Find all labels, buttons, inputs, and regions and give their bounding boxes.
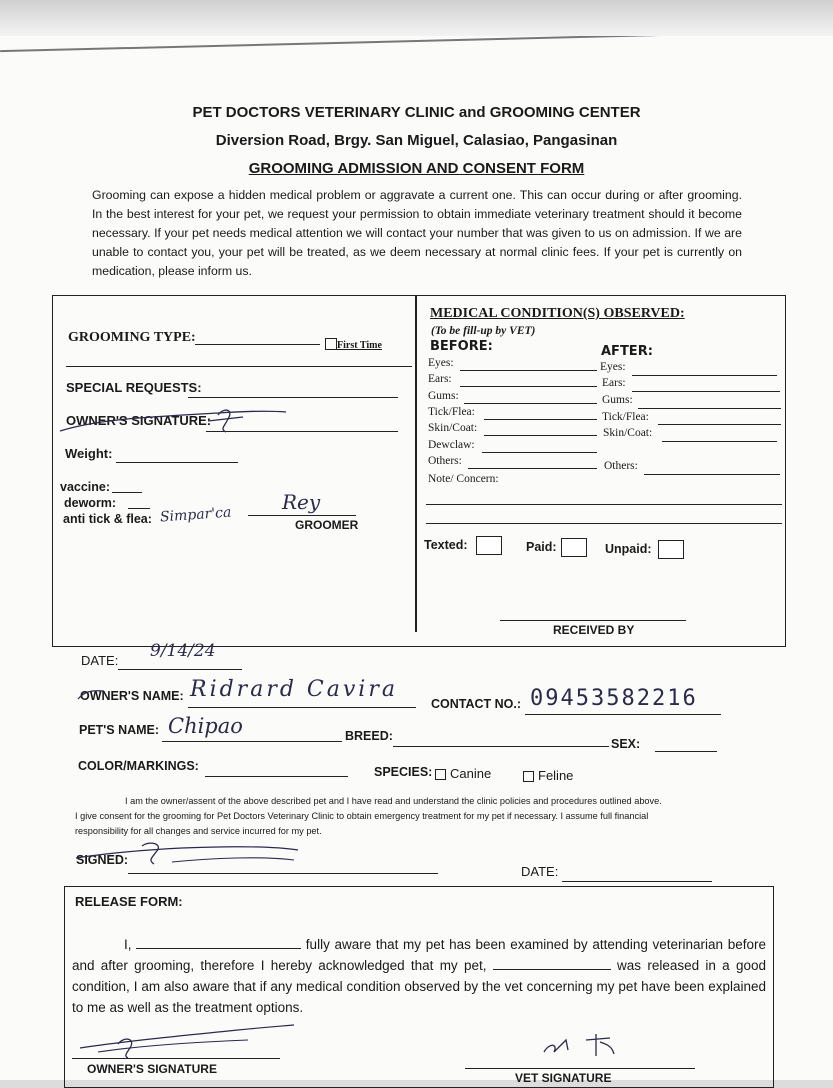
texted-checkbox[interactable]: [476, 536, 502, 555]
date-field[interactable]: [118, 669, 242, 670]
before-skincoat-label: Skin/Coat:: [428, 422, 478, 434]
color-markings-label: COLOR/MARKINGS:: [78, 759, 199, 773]
breed-field[interactable]: [393, 746, 609, 747]
before-ears-label: Ears:: [428, 373, 452, 385]
color-markings-field[interactable]: [205, 776, 348, 777]
pet-name-value: Chipao: [168, 714, 243, 738]
species-label: SPECIES:: [374, 765, 433, 779]
release-owner-signature-label: OWNER'S SIGNATURE: [87, 1062, 217, 1076]
species-feline-option[interactable]: [523, 768, 573, 783]
release-title: RELEASE FORM:: [75, 894, 183, 909]
before-eyes-field[interactable]: [460, 370, 597, 371]
unpaid-checkbox[interactable]: [658, 540, 684, 559]
before-dewclaw-field[interactable]: [482, 452, 597, 453]
sex-label: SEX:: [611, 737, 641, 751]
received-by-line[interactable]: [500, 620, 686, 621]
pet-name-field[interactable]: [162, 741, 342, 742]
medical-title: MEDICAL CONDITION(S) OBSERVED:: [430, 306, 685, 321]
owner-signature-scribble: [58, 405, 288, 435]
consent-line-2: I give consent for the grooming for Pet Doctors Veterinary Clinic to obtain emergency treatment for my pet if necessary. I assume full financial: [75, 811, 649, 821]
date-label: DATE:: [81, 653, 119, 668]
grooming-type-line-2[interactable]: [66, 366, 412, 367]
paid-checkbox[interactable]: [561, 538, 587, 557]
after-eyes-label: Eyes:: [600, 361, 626, 373]
before-tickflea-field[interactable]: [484, 419, 597, 420]
release-owner-signature-scribble: [78, 1022, 298, 1058]
contact-value: 09453582216: [530, 686, 698, 711]
weight-label: Weight:: [65, 446, 113, 461]
release-paragraph: [72, 934, 766, 1018]
owner-name-strike: [76, 688, 106, 700]
deworm-label: deworm:: [64, 496, 117, 510]
deworm-field[interactable]: [128, 508, 150, 509]
form-title: GROOMING ADMISSION AND CONSENT FORM: [248, 160, 585, 177]
signed-scribble: [72, 842, 302, 872]
note-line-1[interactable]: [426, 504, 782, 505]
vet-signature-line[interactable]: [465, 1068, 695, 1069]
breed-label: BREED:: [345, 729, 393, 743]
signed-field[interactable]: [128, 873, 438, 874]
after-skincoat-field[interactable]: [662, 441, 777, 442]
unpaid-label: Unpaid:: [605, 542, 652, 556]
vaccine-field[interactable]: [112, 492, 142, 493]
grooming-type-label: GROOMING TYPE:: [68, 330, 196, 345]
release-name-blank[interactable]: [136, 948, 301, 949]
owner-signature-release-line[interactable]: [72, 1058, 280, 1059]
after-skincoat-label: Skin/Coat:: [603, 427, 653, 439]
after-ears-label: Ears:: [602, 377, 626, 389]
consent-date-field[interactable]: [562, 881, 712, 882]
groomer-signature: Rey: [282, 490, 321, 514]
after-ears-field[interactable]: [632, 391, 780, 392]
before-gums-field[interactable]: [464, 403, 597, 404]
contact-field[interactable]: [525, 714, 721, 715]
contact-label: CONTACT NO.:: [431, 697, 522, 711]
release-pet-blank[interactable]: [493, 969, 611, 970]
after-tickflea-label: Tick/Flea:: [602, 411, 649, 423]
groomer-label: GROOMER: [295, 518, 359, 532]
after-label: AFTER:: [601, 344, 653, 359]
vet-signature-label: VET SIGNATURE: [515, 1071, 612, 1085]
note-line-2[interactable]: [426, 523, 782, 524]
vaccine-label: vaccine:: [60, 480, 111, 494]
before-ears-field[interactable]: [460, 386, 597, 387]
before-eyes-label: Eyes:: [428, 357, 454, 369]
release-text-2: fully aware that my pet has been examined by attending veterinarian before and after grooming, therefore I hereby acknowledged that my pet,: [72, 937, 766, 973]
canine-checkbox[interactable]: [435, 769, 446, 780]
anti-tick-label: anti tick & flea:: [63, 512, 152, 526]
intro-paragraph: Grooming can expose a hidden medical problem or aggravate a current one. This can occur during or after grooming. In the best interest for your pet, we request your permission to obtain immediate veterinary treatment should it become necessary. If your pet needs medical attention we will contact your number that was given to us on admission. If we are unable to contact you, your pet will be treated, as we deem necessary at normal clinic fees. If your pet is currently on medication, please inform us.: [92, 188, 742, 278]
before-label: BEFORE:: [430, 339, 493, 354]
owner-name-label: OWNER'S NAME:: [80, 689, 184, 703]
paid-label: Paid:: [526, 540, 557, 554]
consent-date-label: DATE:: [521, 864, 559, 879]
grooming-box: [52, 295, 786, 647]
clinic-name: PET DOCTORS VETERINARY CLINIC and GROOMING CENTER: [192, 104, 641, 121]
after-gums-label: Gums:: [602, 394, 633, 406]
before-gums-label: Gums:: [428, 390, 459, 402]
sex-field[interactable]: [655, 751, 717, 752]
before-tickflea-label: Tick/Flea:: [428, 406, 475, 418]
before-others-label: Others:: [428, 455, 462, 467]
after-others-field[interactable]: [644, 474, 780, 475]
release-text-1: I,: [124, 937, 137, 952]
species-canine-option[interactable]: [435, 766, 491, 781]
owner-name-value: Ridrard Cavira: [190, 677, 398, 702]
consent-line-3: responsibility for all changes and service incurred for my pet.: [75, 826, 322, 836]
after-tickflea-field[interactable]: [658, 424, 781, 425]
before-skincoat-field[interactable]: [484, 435, 597, 436]
pet-name-label: PET'S NAME:: [79, 723, 160, 737]
first-time-checkbox[interactable]: [325, 338, 337, 350]
feline-checkbox[interactable]: [523, 771, 534, 782]
paper-shadow: [0, 0, 833, 36]
clinic-address: Diversion Road, Brgy. San Miguel, Calasiao, Pangasinan: [215, 132, 618, 149]
before-dewclaw-label: Dewclaw:: [428, 439, 475, 451]
texted-label: Texted:: [424, 538, 468, 552]
after-others-label: Others:: [604, 460, 638, 472]
vet-signature-scribble: [540, 1030, 630, 1060]
owner-name-field[interactable]: [188, 707, 416, 708]
weight-field[interactable]: [116, 462, 238, 463]
date-value: 9/14/24: [150, 641, 216, 661]
anti-tick-value: Simpar'ca: [159, 504, 232, 526]
after-gums-field[interactable]: [638, 408, 781, 409]
received-by-label: RECEIVED BY: [553, 623, 635, 637]
special-requests-label: SPECIAL REQUESTS:: [66, 380, 202, 395]
consent-text: [75, 794, 725, 839]
medical-subtitle: (To be fill-up by VET): [431, 325, 536, 337]
special-requests-field[interactable]: [188, 397, 398, 398]
release-text-3: was released in a good condition, I am also aware that if any medical condition observed by the vet concerning my pet have been explained to me as well as the treatment options.: [72, 958, 767, 1015]
before-others-field[interactable]: [468, 468, 597, 469]
groomer-signature-line[interactable]: [248, 515, 356, 516]
owner-signature-label: OWNER'S SIGNATURE:: [66, 413, 212, 428]
signed-label: SIGNED:: [76, 853, 129, 867]
note-concern-label: Note/ Concern:: [428, 473, 499, 485]
grooming-type-field[interactable]: [195, 344, 320, 345]
first-time-label: First Time: [337, 340, 382, 351]
box-divider: [415, 296, 417, 632]
consent-line-1: I am the owner/assent of the above described pet and I have read and understand the clinic policies and procedures outlined above.: [125, 796, 662, 806]
after-eyes-field[interactable]: [632, 375, 777, 376]
canine-label: Canine: [450, 766, 492, 781]
feline-label: Feline: [538, 768, 574, 783]
